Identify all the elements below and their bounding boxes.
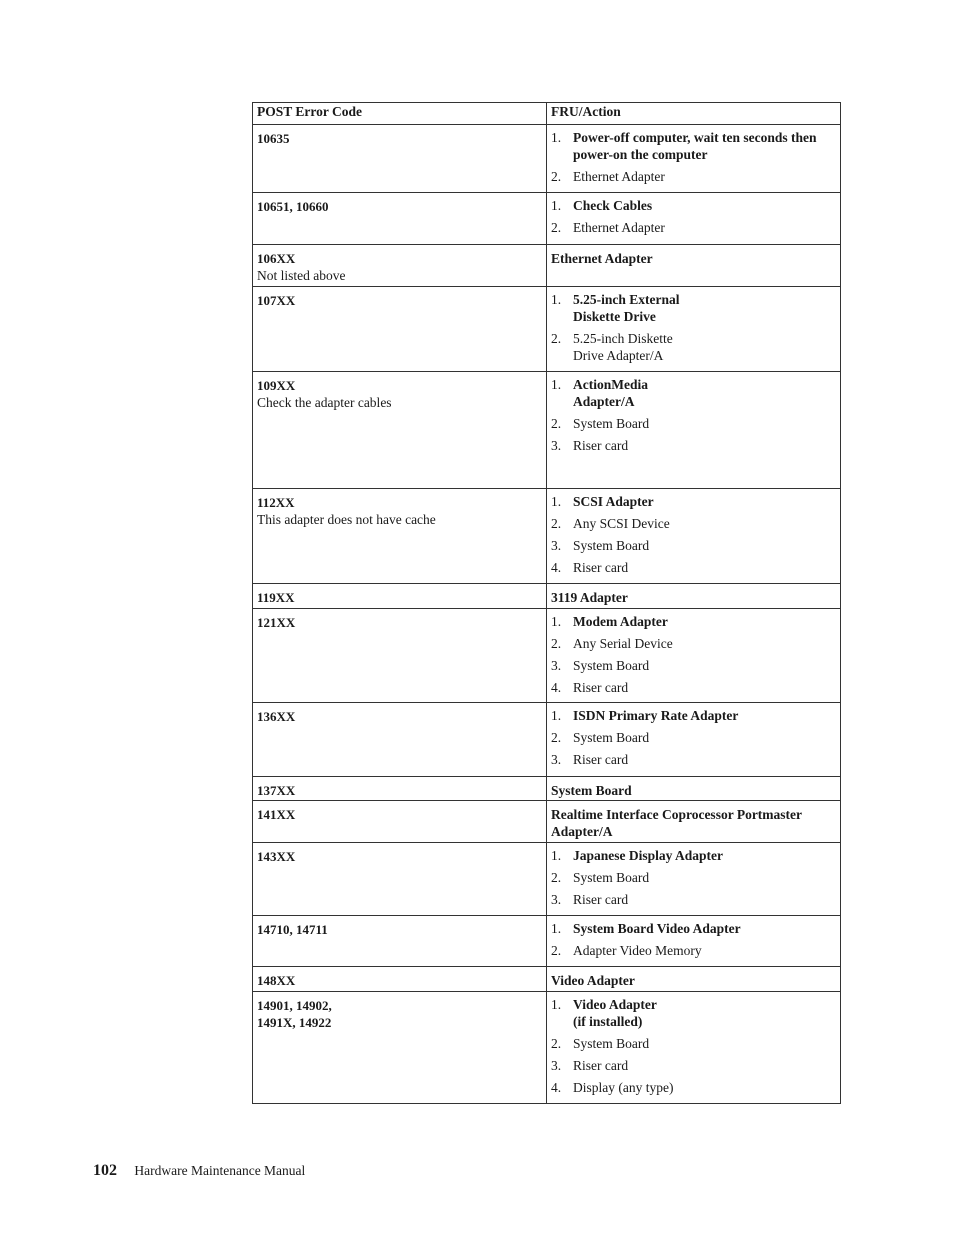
step-text: ISDN Primary Rate Adapter (573, 708, 739, 723)
fru-action-cell (547, 584, 841, 609)
error-code: 119XX (257, 590, 295, 605)
step-text: System Board Video Adapter (573, 921, 741, 936)
fru-action-text: Realtime Interface Coprocessor Portmaster Adapter/A (551, 807, 802, 839)
step-number: 1. (551, 494, 562, 509)
fru-action-cell (547, 125, 841, 193)
error-code: 136XX (257, 709, 296, 724)
error-code: 106XX (257, 251, 296, 266)
table-row (253, 843, 841, 916)
error-code: 107XX (257, 293, 296, 308)
header-fru-action: FRU/Action (547, 103, 841, 125)
step-text: Video Adapter (if installed) (573, 997, 657, 1029)
footer-title: Hardware Maintenance Manual (134, 1163, 306, 1178)
fru-action-item (551, 515, 836, 532)
error-code: 10651, 10660 (257, 199, 329, 214)
step-text: Riser card (573, 892, 629, 907)
step-number: 2. (551, 516, 562, 531)
step-number: 3. (551, 892, 562, 907)
fru-action-item (551, 891, 836, 908)
step-text: Ethernet Adapter (573, 220, 665, 235)
fru-action-text: Ethernet Adapter (551, 251, 653, 266)
step-number: 1. (551, 848, 562, 863)
fru-action-item (551, 869, 836, 886)
step-number: 2. (551, 169, 562, 184)
step-text: System Board (573, 658, 650, 673)
fru-action-item (551, 920, 836, 937)
fru-action-cell (547, 193, 841, 245)
error-code-cell (253, 489, 547, 584)
fru-action-cell (547, 609, 841, 703)
step-text: Ethernet Adapter (573, 169, 665, 184)
fru-action-text: Video Adapter (551, 973, 635, 988)
step-text: SCSI Adapter (573, 494, 654, 509)
fru-action-item (551, 1057, 836, 1074)
step-number: 2. (551, 730, 562, 745)
step-number: 4. (551, 680, 562, 695)
step-text: Power-off computer, wait ten seconds then power-on the computer (573, 130, 817, 162)
step-text: ActionMedia Adapter/A (573, 377, 648, 409)
step-number: 1. (551, 198, 562, 213)
step-number: 3. (551, 538, 562, 553)
step-number: 2. (551, 1036, 562, 1051)
step-text: System Board (573, 416, 650, 431)
error-code-cell (253, 287, 547, 372)
step-number: 1. (551, 614, 562, 629)
step-number: 4. (551, 560, 562, 575)
fru-action-item (551, 657, 836, 674)
step-text: 5.25-inch External Diskette Drive (573, 292, 680, 324)
step-number: 2. (551, 636, 562, 651)
fru-action-item (551, 613, 836, 630)
step-text: Riser card (573, 752, 629, 767)
error-code-cell (253, 843, 547, 916)
fru-action-cell (547, 843, 841, 916)
fru-action-cell (547, 801, 841, 843)
error-code: 121XX (257, 615, 296, 630)
error-code: 109XX (257, 378, 296, 393)
table-row (253, 584, 841, 609)
error-code-cell (253, 584, 547, 609)
step-number: 3. (551, 1058, 562, 1073)
step-text: 5.25-inch Diskette Drive Adapter/A (573, 331, 673, 363)
table-header-row (253, 103, 841, 125)
fru-action-item (551, 635, 836, 652)
step-text: System Board (573, 1036, 650, 1051)
header-post-error-code: POST Error Code (253, 103, 547, 125)
table-row (253, 801, 841, 843)
step-number: 1. (551, 708, 562, 723)
fru-action-list (551, 291, 836, 364)
fru-action-list (551, 129, 836, 185)
step-text: Display (any type) (573, 1080, 674, 1095)
fru-action-item (551, 679, 836, 696)
fru-action-cell (547, 703, 841, 777)
step-number: 3. (551, 658, 562, 673)
error-code: 112XX (257, 495, 295, 510)
fru-action-item (551, 537, 836, 554)
error-code-cell (253, 967, 547, 992)
fru-action-cell (547, 245, 841, 287)
fru-action-list (551, 847, 836, 908)
fru-action-list (551, 920, 836, 959)
step-number: 2. (551, 331, 562, 346)
error-code-cell (253, 245, 547, 287)
post-error-table (252, 102, 841, 1104)
error-code-cell (253, 992, 547, 1104)
error-code: 14901, 14902, 1491X, 14922 (257, 998, 332, 1030)
fru-action-item (551, 291, 836, 325)
table-row (253, 777, 841, 801)
fru-action-item (551, 559, 836, 576)
step-text: Any SCSI Device (573, 516, 670, 531)
step-number: 1. (551, 921, 562, 936)
fru-action-cell (547, 372, 841, 489)
table-row (253, 193, 841, 245)
step-number: 1. (551, 292, 562, 307)
page-footer (93, 1162, 305, 1180)
fru-action-item (551, 942, 836, 959)
fru-action-list (551, 613, 836, 696)
step-text: Riser card (573, 560, 629, 575)
fru-action-item (551, 1035, 836, 1052)
table-row (253, 245, 841, 287)
table-row (253, 489, 841, 584)
fru-action-list (551, 376, 836, 454)
fru-action-cell (547, 287, 841, 372)
fru-action-item (551, 415, 836, 432)
step-number: 2. (551, 870, 562, 885)
fru-action-list (551, 197, 836, 236)
table-row (253, 372, 841, 489)
step-text: System Board (573, 730, 650, 745)
fru-action-cell (547, 777, 841, 801)
error-code-note: Check the adapter cables (257, 395, 392, 410)
fru-action-item (551, 751, 836, 768)
step-number: 3. (551, 438, 562, 453)
error-code-cell (253, 609, 547, 703)
step-number: 2. (551, 416, 562, 431)
fru-action-list (551, 707, 836, 768)
step-text: Modem Adapter (573, 614, 668, 629)
fru-action-item (551, 197, 836, 214)
table-body (253, 103, 841, 1104)
fru-action-cell (547, 489, 841, 584)
error-code-cell (253, 703, 547, 777)
step-number: 1. (551, 997, 562, 1012)
fru-action-list (551, 996, 836, 1096)
error-code: 141XX (257, 807, 296, 822)
fru-action-item (551, 168, 836, 185)
error-code-cell (253, 193, 547, 245)
error-code-cell (253, 372, 547, 489)
step-text: Riser card (573, 1058, 629, 1073)
table-row (253, 287, 841, 372)
table-row (253, 916, 841, 967)
fru-action-item (551, 219, 836, 236)
fru-action-item (551, 847, 836, 864)
error-code: 137XX (257, 783, 296, 798)
fru-action-text: System Board (551, 783, 632, 798)
step-text: Riser card (573, 680, 629, 695)
page-number: 102 (93, 1162, 117, 1179)
step-text: Riser card (573, 438, 629, 453)
error-code: 14710, 14711 (257, 922, 328, 937)
fru-action-item (551, 493, 836, 510)
fru-action-cell (547, 916, 841, 967)
step-text: Check Cables (573, 198, 653, 213)
step-text: Any Serial Device (573, 636, 673, 651)
step-number: 2. (551, 220, 562, 235)
fru-action-item (551, 376, 836, 410)
step-number: 1. (551, 377, 562, 392)
fru-action-item (551, 707, 836, 724)
table-row (253, 703, 841, 777)
error-code: 148XX (257, 973, 296, 988)
fru-action-text: 3119 Adapter (551, 590, 628, 605)
fru-action-item (551, 437, 836, 454)
error-code: 10635 (257, 131, 290, 146)
error-code-cell (253, 916, 547, 967)
step-text: Japanese Display Adapter (573, 848, 724, 863)
table-row (253, 967, 841, 992)
error-code-note: This adapter does not have cache (257, 512, 436, 527)
error-code-cell (253, 125, 547, 193)
fru-action-item (551, 330, 836, 364)
table-row (253, 125, 841, 193)
step-text: System Board (573, 870, 650, 885)
fru-action-item (551, 996, 836, 1030)
fru-action-cell (547, 992, 841, 1104)
error-code-note: Not listed above (257, 268, 346, 283)
fru-action-cell (547, 967, 841, 992)
fru-action-item (551, 729, 836, 746)
fru-action-list (551, 493, 836, 576)
step-text: Adapter Video Memory (573, 943, 702, 958)
step-number: 2. (551, 943, 562, 958)
error-code: 143XX (257, 849, 296, 864)
error-code-cell (253, 801, 547, 843)
step-text: System Board (573, 538, 650, 553)
table-row (253, 992, 841, 1104)
fru-action-item (551, 129, 836, 163)
step-number: 3. (551, 752, 562, 767)
table-row (253, 609, 841, 703)
step-number: 4. (551, 1080, 562, 1095)
fru-action-item (551, 1079, 836, 1096)
step-number: 1. (551, 130, 562, 145)
error-code-cell (253, 777, 547, 801)
